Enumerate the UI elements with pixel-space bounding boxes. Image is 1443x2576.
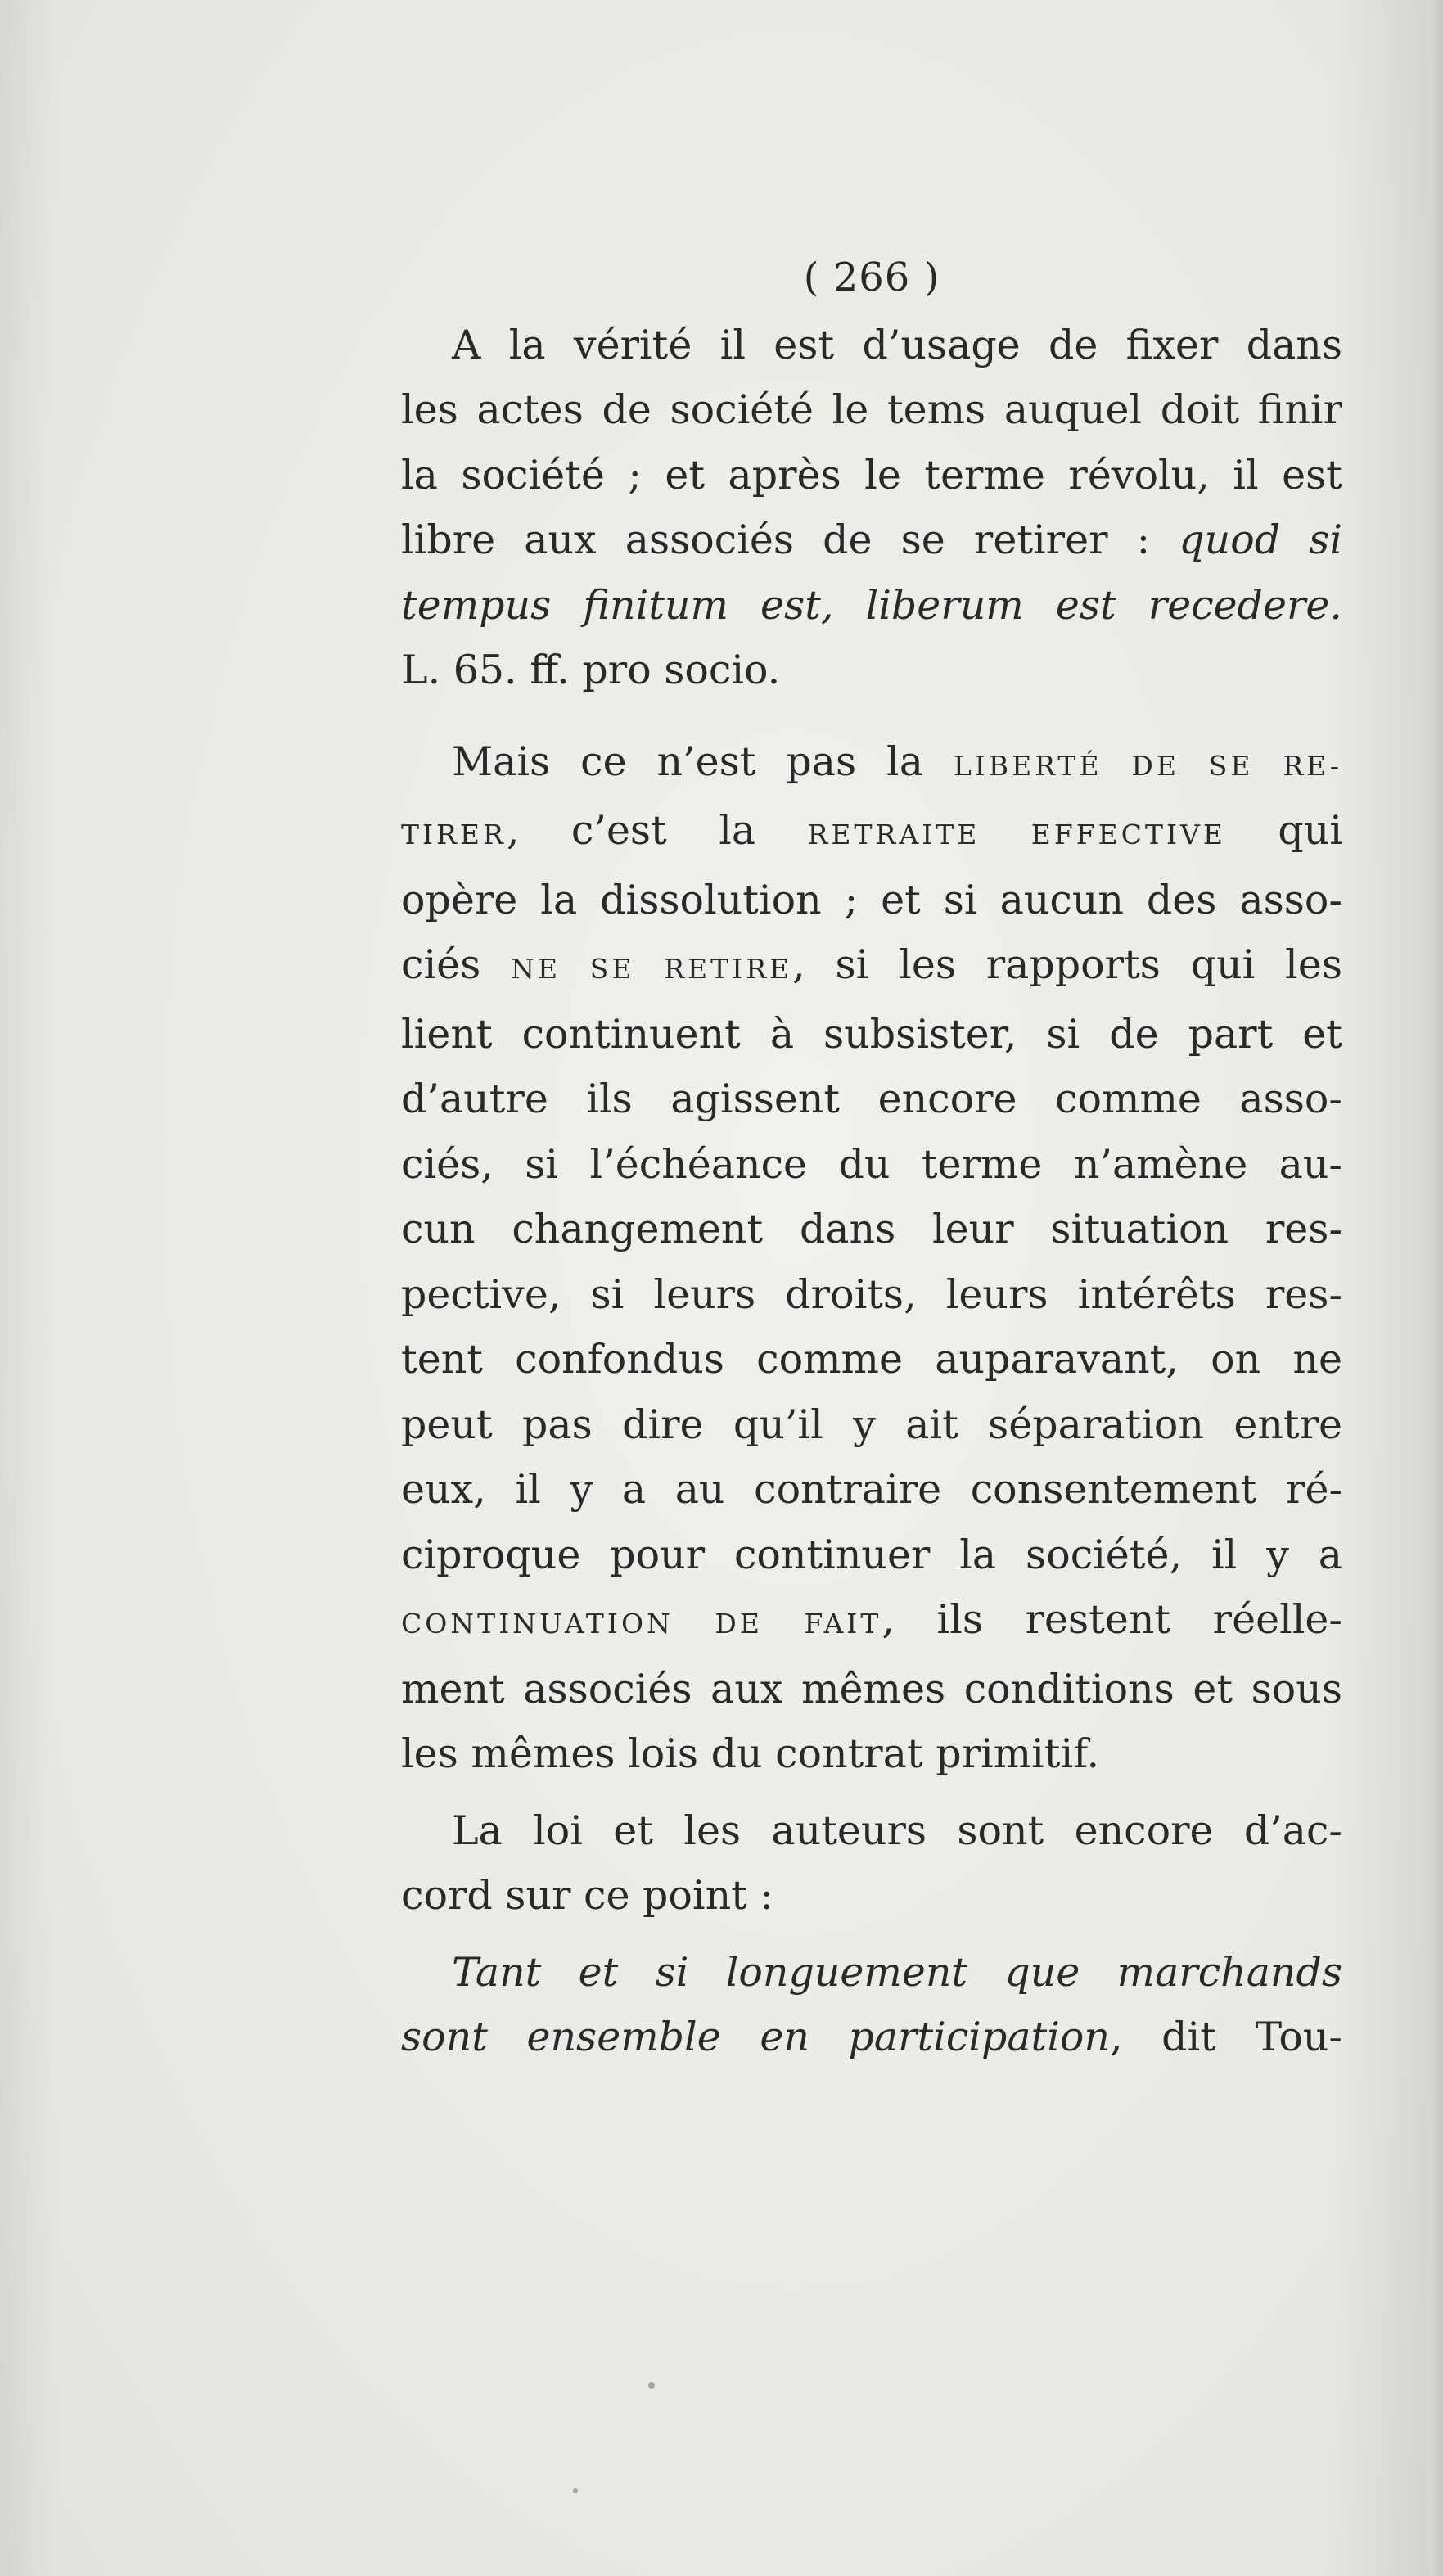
text-line: eux, il y a au contraire consentement ré- [401, 1466, 1342, 1513]
latin-quote: quod si [1179, 517, 1342, 563]
page-number: ( 266 ) [803, 255, 940, 300]
text-line: les actes de société le tems auquel doit finir [401, 386, 1342, 433]
text-line: ment associés aux mêmes conditions et sous [401, 1665, 1342, 1712]
text-line: cun changement dans leur situation res- [401, 1206, 1342, 1252]
text-line: la société ; et après le terme révolu, il est [401, 451, 1342, 499]
text-line [401, 798, 1342, 868]
text-line: les mêmes lois du contrat primitif. [401, 1730, 1100, 1777]
small-caps-phrase: LIBERTÉ DE SE RE- [953, 749, 1342, 782]
text-line: ciés, si l’échéance du terme n’amène au- [401, 1140, 1342, 1188]
text-block [401, 246, 1342, 2070]
text-line [401, 2005, 1342, 2070]
text-span: , c’est la [506, 807, 808, 854]
text-line: L. 65. ff. pro socio. [401, 647, 781, 693]
text-line [401, 1940, 1342, 2005]
paper-speck [573, 2488, 578, 2493]
text-span: , dit Tou- [1109, 2014, 1342, 2060]
text-line: pective, si leurs droits, leurs intérêts res- [401, 1270, 1342, 1318]
quoted-text: Tant et si longuement que marchands [452, 1948, 1342, 1996]
text-line: peut pas dire qu’il y ait séparation entre [401, 1401, 1342, 1448]
text-line [401, 729, 1342, 799]
text-line: tent confondus comme auparavant, on ne [401, 1336, 1342, 1383]
small-caps-phrase: TIRER [401, 819, 507, 850]
text-span: , si les rapports qui les [792, 941, 1342, 988]
text-span: Mais ce n’est pas la [452, 738, 954, 785]
text-line [401, 1587, 1342, 1657]
paragraph-2 [401, 729, 1342, 1787]
text-line [401, 573, 1342, 638]
text-span: , ils restent réelle- [882, 1596, 1342, 1643]
paragraph-3 [401, 1798, 1342, 1929]
paragraph-4 [401, 1940, 1342, 2070]
latin-quote: tempus finitum est, liberum est recedere. [401, 581, 1342, 629]
text-span: ciés [401, 941, 512, 988]
text-line: cord sur ce point : [401, 1872, 773, 1919]
text-line: lient continuent à subsister, si de part et [401, 1010, 1342, 1058]
text-line: A la vérité il est d’usage de fixer dans [452, 321, 1342, 368]
small-caps-phrase: RETRAITE EFFECTIVE [807, 819, 1226, 850]
text-line: La loi et les auteurs sont encore d’ac- [452, 1807, 1342, 1854]
text-line [401, 508, 1342, 573]
quoted-text: sont ensemble en participation [401, 2014, 1110, 2060]
small-caps-phrase: NE SE RETIRE [511, 953, 793, 985]
text-span: libre aux associés de se retirer : [401, 517, 1179, 563]
text-line: d’autre ils agissent encore comme asso- [401, 1076, 1342, 1122]
text-span: qui [1225, 807, 1342, 854]
text-line: opère la dissolution ; et si aucun des asso- [401, 876, 1342, 923]
paragraph-1 [401, 313, 1342, 703]
text-line: ciproque pour continuer la société, il y a [401, 1531, 1342, 1578]
page-edge [1428, 0, 1443, 2576]
small-caps-phrase: CONTINUATION DE FAIT [401, 1608, 882, 1640]
paper-speck [648, 2382, 655, 2389]
text-line [401, 932, 1342, 1002]
